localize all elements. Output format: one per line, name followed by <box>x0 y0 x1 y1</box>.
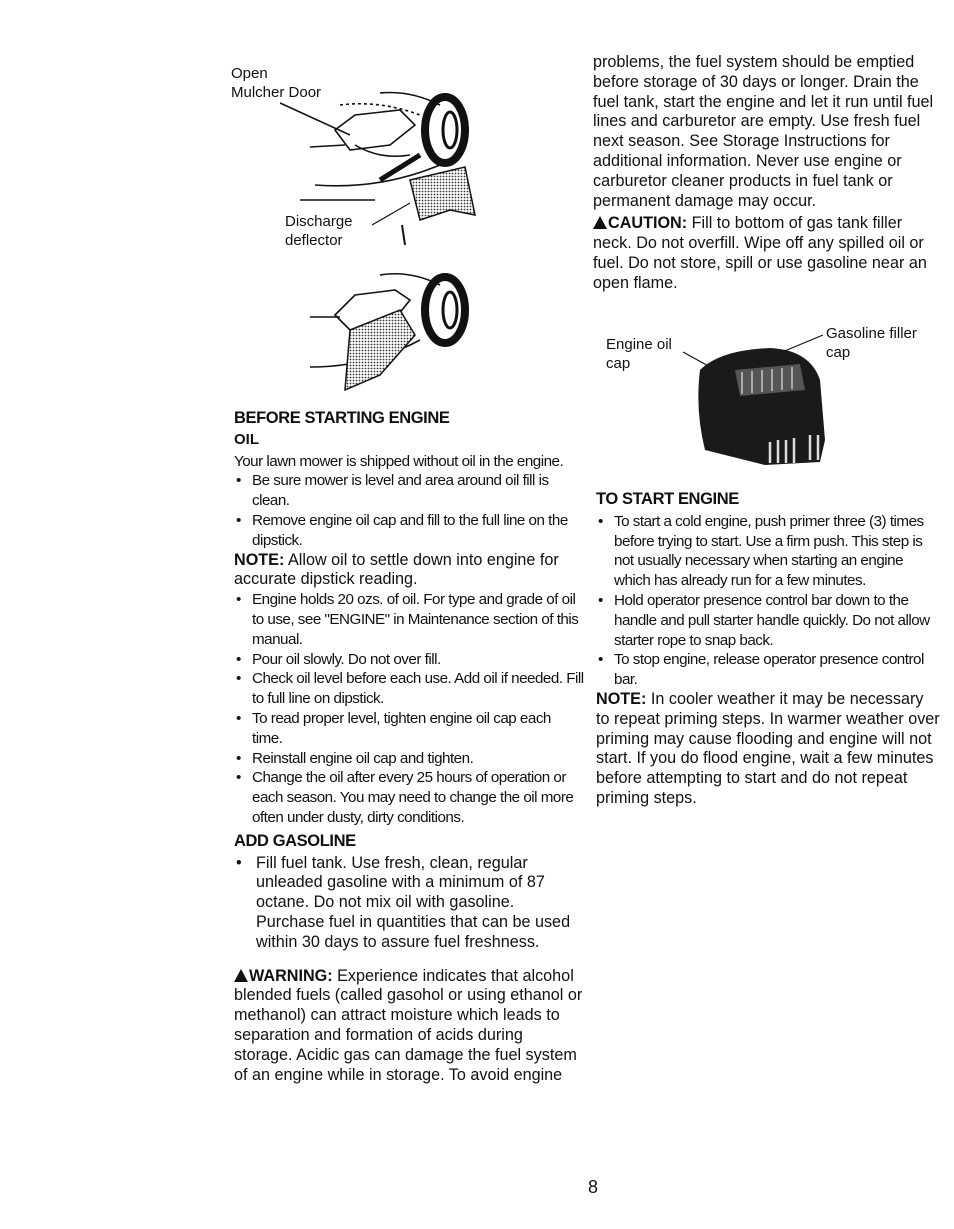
label-open-mulcher-door: Open Mulcher Door <box>231 65 322 101</box>
subheading-oil: OIL <box>234 430 259 448</box>
warning-triangle-icon <box>234 969 248 982</box>
list-item: • To read proper level, tighten engine oil cap each time. <box>234 709 584 749</box>
label-gasoline-filler-cap: Gasoline filler cap <box>826 325 917 361</box>
section-heading-to-start-engine: TO START ENGINE <box>596 490 739 508</box>
warning-paragraph <box>234 967 584 1086</box>
start-engine-bullets <box>596 512 941 690</box>
oil-bullets-2 <box>234 590 584 828</box>
oil-note <box>234 551 584 591</box>
caution-paragraph <box>593 214 938 293</box>
list-item: • Remove engine oil cap and fill to the full line on the dipstick. <box>234 511 584 551</box>
label-engine-oil-cap: Engine oil cap <box>606 336 672 372</box>
list-item: • Reinstall engine oil cap and tighten. <box>234 749 584 769</box>
list-item: • Pour oil slowly. Do not over fill. <box>234 650 584 670</box>
section-heading-before-starting: BEFORE STARTING ENGINE <box>234 409 450 427</box>
list-item: • Check oil level before each use. Add oil if needed. Fill to full line on dipstick. <box>234 669 584 709</box>
page-number: 8 <box>588 1177 599 1197</box>
section-heading-add-gasoline: ADD GASOLINE <box>234 831 356 850</box>
list-item: • Engine holds 20 ozs. of oil. For type and grade of oil to use, see "ENGINE" in Maintenance section of this manual. <box>234 590 584 649</box>
caution-label: CAUTION: <box>608 214 688 233</box>
note-label: NOTE: <box>596 689 647 708</box>
warning-text: Experience indicates that alcohol blended fuels (called gasohol or using ethanol or methanol) can attract moisture which leads to separation and formation of acids during storage. Acidic gas can damage the fuel system of an engine while in storage. To avoid engine <box>234 966 583 1084</box>
right-column-top <box>593 53 938 294</box>
oil-bullets-1 <box>234 471 584 550</box>
list-item: • To stop engine, release operator presence control bar. <box>596 650 941 690</box>
note-label: NOTE: <box>234 550 285 569</box>
caution-triangle-icon <box>593 216 607 229</box>
note-text: In cooler weather it may be necessary to repeat priming steps. In warmer weather over priming may cause flooding and engine will not start. If you do flood engine, wait a few minutes before attempting to start and do not repeat priming steps. <box>596 689 940 807</box>
priming-note <box>596 690 941 809</box>
oil-intro-text: Your lawn mower is shipped without oil in the engine. <box>234 452 564 470</box>
mulcher-door-illustration <box>280 85 490 400</box>
list-item: • Be sure mower is level and area around oil fill is clean. <box>234 471 584 511</box>
warning-label: WARNING: <box>249 966 333 985</box>
caution-text: Fill to bottom of gas tank filler neck. Do not overfill. Wipe off any spilled oil or fuel. Do not store, spill or use gasoline near an open flame. <box>593 214 927 292</box>
list-item: • Fill fuel tank. Use fresh, clean, regular unleaded gasoline with a minimum of 87 octane. Do not mix oil with gasoline. Purchase fuel in quantities that can be used within 30 days to assure fuel freshness. <box>234 854 584 953</box>
list-item: • Change the oil after every 25 hours of operation or each season. You may need to change the oil more often under dusty, dirty conditions. <box>234 768 584 827</box>
gasoline-bullets <box>234 854 584 953</box>
label-discharge-deflector: Discharge deflector <box>285 213 353 249</box>
note-text: Allow oil to settle down into engine for accurate dipstick reading. <box>234 550 559 589</box>
engine-illustration <box>680 330 830 470</box>
right-column-bottom <box>596 490 941 809</box>
list-item: • Hold operator presence control bar down to the handle and pull starter handle quickly. Do not allow starter rope to snap back. <box>596 591 941 650</box>
left-column <box>234 409 584 1085</box>
list-item: • To start a cold engine, push primer three (3) times before trying to start. Use a firm push. This step is not usually necessary when starting an engine which has already run for a few minutes. <box>596 512 941 591</box>
continued-text: problems, the fuel system should be emptied before storage of 30 days or longer. Drain the fuel tank, start the engine and let it run until fuel lines and carburetor are empty. Use fresh fuel next season. See Storage Instructions for additional information. Never use engine or carburetor cleaner products in fuel tank or permanent damage may occur. <box>593 53 934 210</box>
